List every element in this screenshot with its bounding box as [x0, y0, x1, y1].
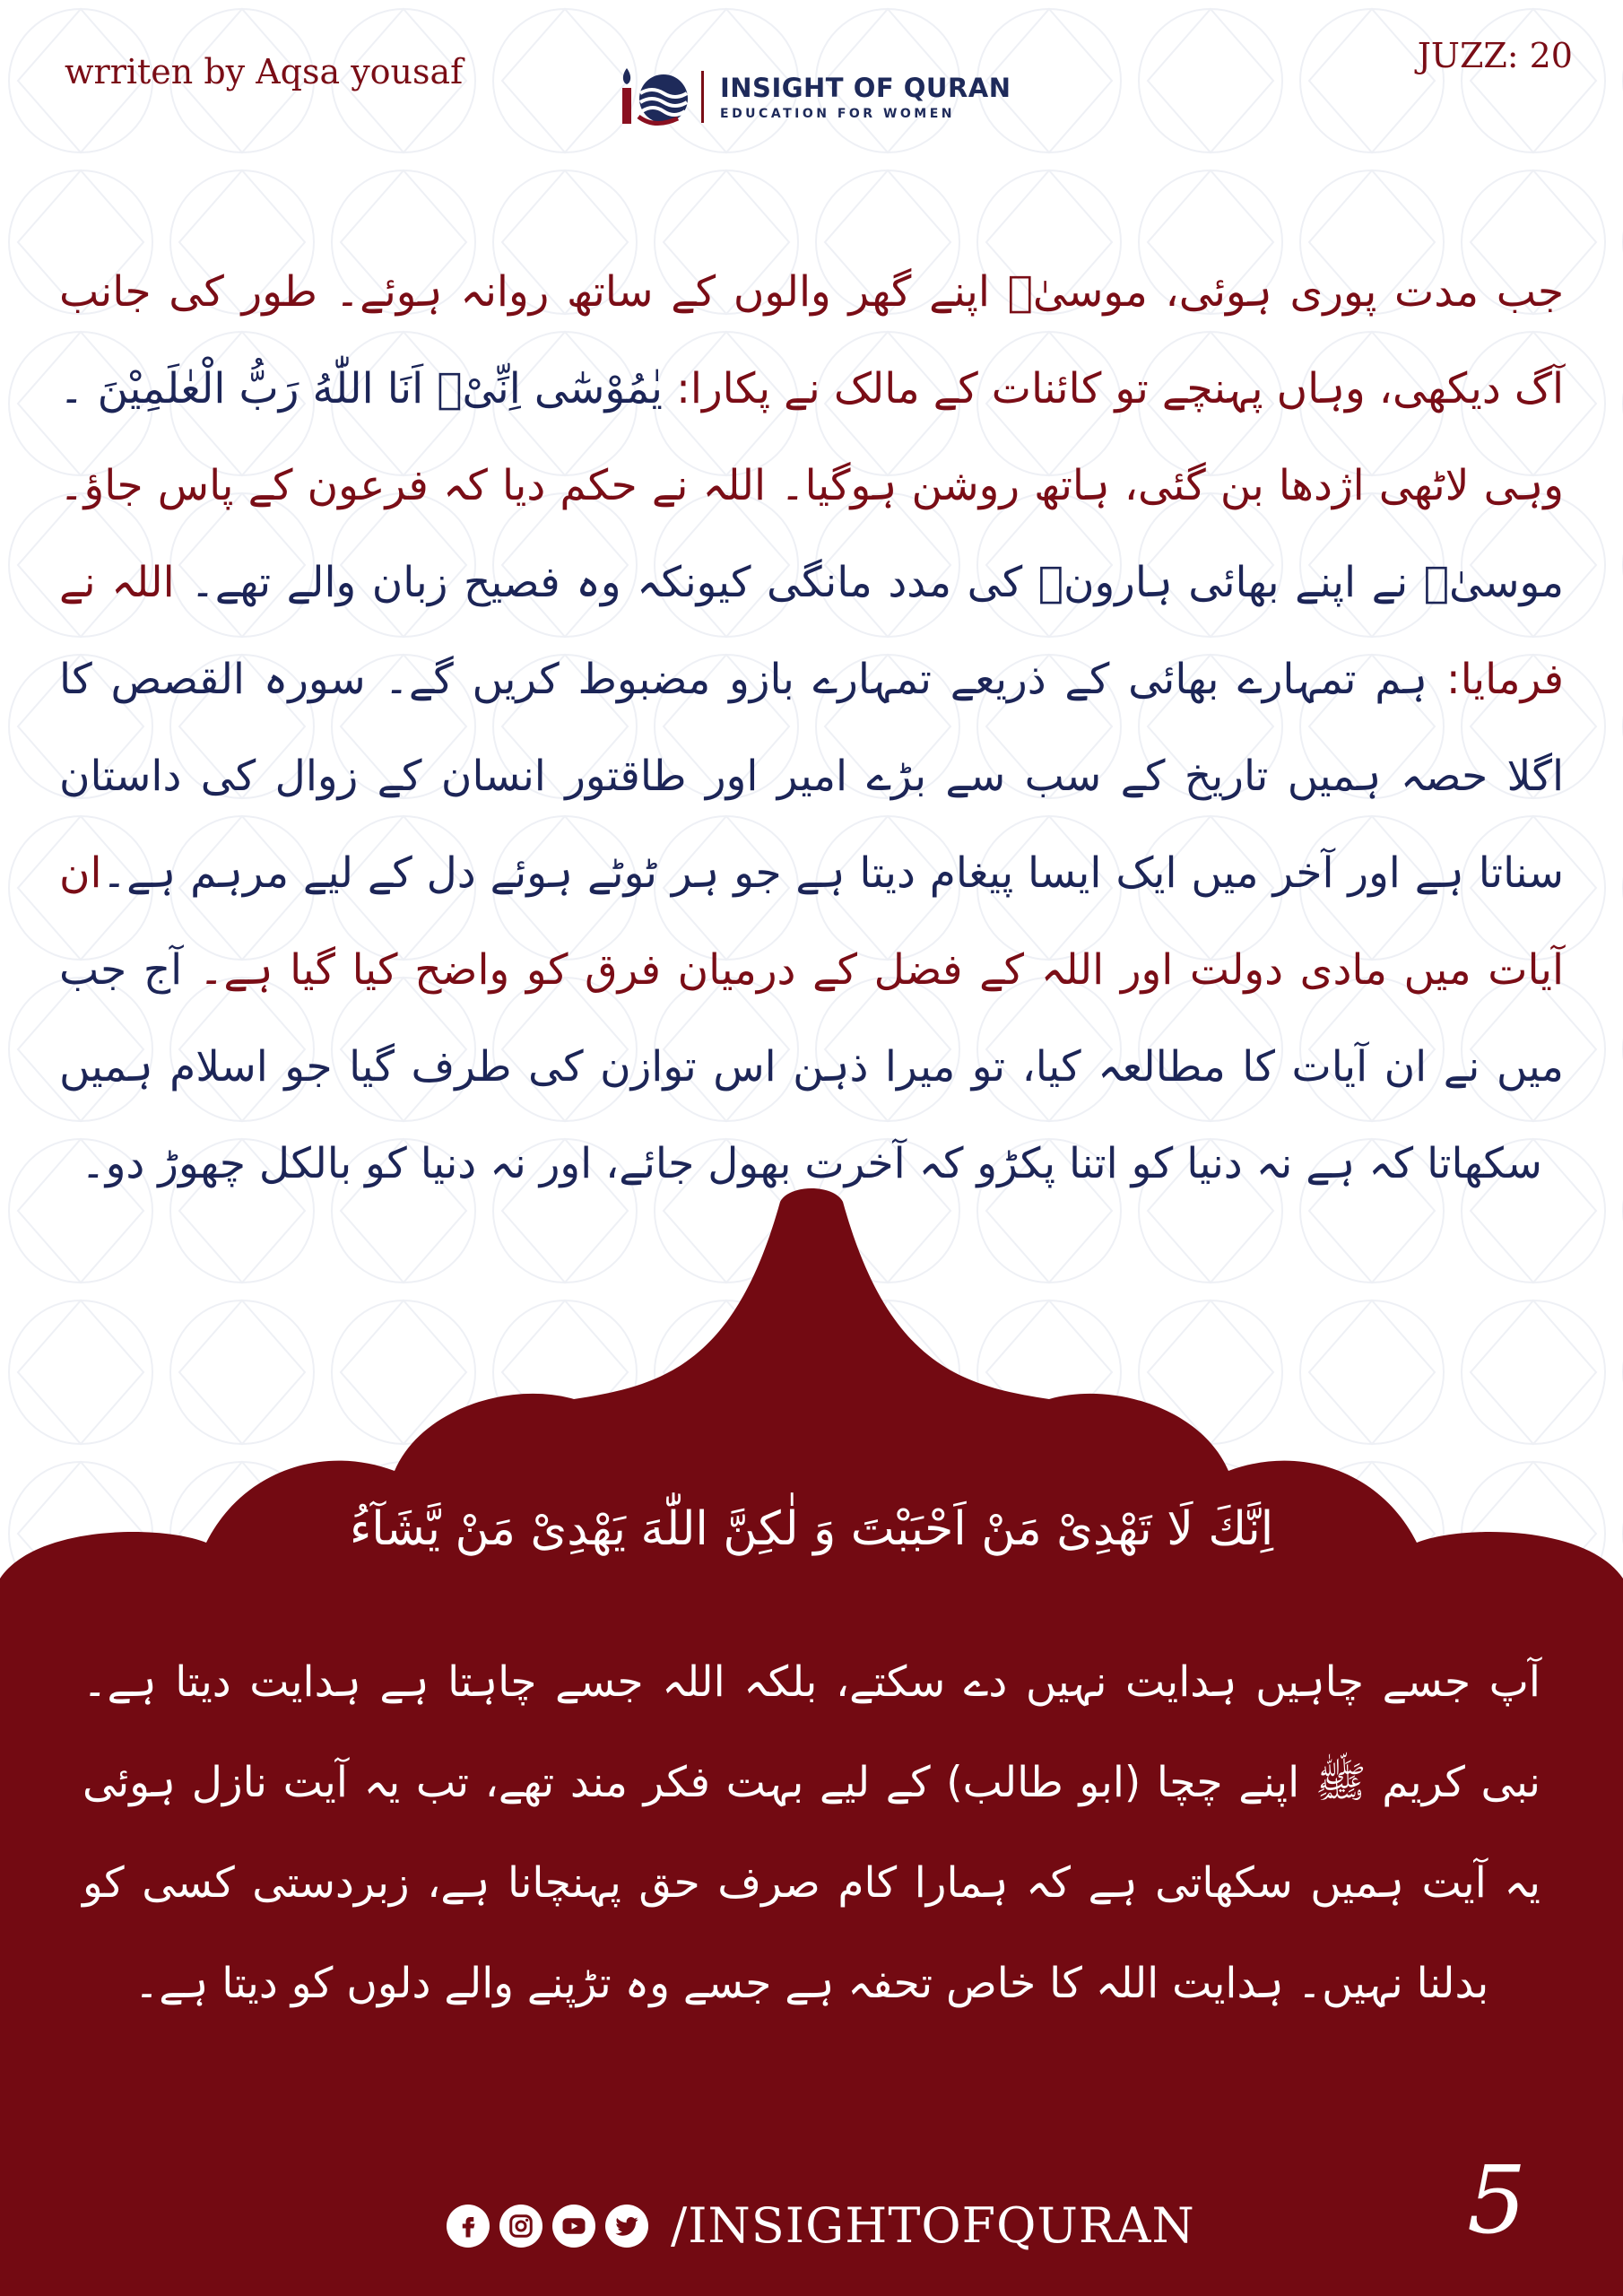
- body-sentence: موسیٰؑ نے اپنے بھائی ہارونؑ کی مدد مانگی کیونکہ وہ فصیح زبان والے تھے۔: [190, 558, 1564, 607]
- brand-logo: [619, 66, 1011, 127]
- arabic-verse: اِنَّكَ لَا تَهْدِیْ مَنْ اَحْبَبْتَ وَ لٰكِنَّ اللّٰهَ یَهْدِیْ مَنْ یَّشَآءُ: [349, 1502, 1274, 1556]
- insight-of-quran-logo-icon: [619, 66, 690, 127]
- quran-quote: یٰمُوْسٰٓى اِنِّیْۤ اَنَا اللّٰهُ رَبُّ الْعٰلَمِیْنَ ۔: [59, 364, 677, 413]
- body-sentence: وہی لاٹھی اژدھا بن گئی، ہاتھ روشن ہوگیا۔: [780, 461, 1564, 510]
- social-handle[interactable]: /INSIGHTOFQURAN: [671, 2197, 1195, 2254]
- body-sentence: اللہ نے حکم دیا کہ فرعون کے پاس جاؤ۔: [59, 461, 781, 510]
- body-sentence: جب مدت پوری ہوئی، موسیٰؑ اپنے گھر والوں کے ساتھ روانہ ہوئے۔ طور کی جانب آگ دیکھی، وہاں پہنچے تو کائنات کے مالک نے پکارا:: [59, 267, 1565, 413]
- body-sentence: ان آیات میں مادی دولت اور اللہ کے فضل کے درمیان فرق کو واضح کیا گیا ہے۔: [59, 848, 1564, 995]
- body-sentence: ہم تمہارے بھائی کے ذریعے تمہارے بازو مضبوط کریں گے۔ سورہ القصص کا اگلا حصہ ہمیں تاریخ کے سب سے بڑے امیر اور طاقتور انسان کے زوال کی داستان سناتا ہے اور آخر میں ایک ایسا پیغام دیتا ہے جو ہر ٹوٹے ہوئے دل کے لیے مرہم ہے۔: [59, 655, 1564, 898]
- main-paragraph: [59, 244, 1564, 1213]
- facebook-icon[interactable]: [447, 2205, 490, 2248]
- instagram-icon[interactable]: [499, 2205, 542, 2248]
- body-sentence: اللہ نے فرمایا:: [59, 558, 1564, 704]
- brand-name: INSIGHT OF QURAN: [720, 73, 1011, 103]
- logo-divider: [701, 71, 704, 123]
- body-sentence: آج جب میں نے ان آیات کا مطالعہ کیا، تو میرا ذہن اس توازن کی طرف گیا جو اسلام ہمیں سکھاتا کہ ہے نہ دنیا کو اتنا پکڑو کہ آخرت بھول جائے، اور نہ دنیا کو بالکل چھوڑ دو۔: [59, 945, 1564, 1188]
- brand-tagline: EDUCATION FOR WOMEN: [720, 107, 956, 121]
- social-links: [447, 2197, 1195, 2254]
- page-number: 5: [1467, 2145, 1527, 2255]
- juzz-number: JUZZ: 20: [1417, 36, 1573, 75]
- verse-translation: آپ جسے چاہیں ہدایت نہیں دے سکتے، بلکہ اللہ جسے چاہتا ہے ہدایت دیتا ہے۔ نبی کریم ﷺ اپنے چچا (ابو طالب) کے لیے بہت فکر مند تھے، تب یہ آیت نازل ہوئی یہ آیت ہمیں سکھاتی ہے کہ ہمارا کام صرف حق پہنچانا ہے، زبردستی کسی کو بدلنا نہیں۔ ہدایت اللہ کا خاص تحفہ ہے جسے وہ تڑپنے والے دلوں کو دیتا ہے۔: [82, 1657, 1541, 2008]
- youtube-icon[interactable]: [552, 2205, 595, 2248]
- author-credit: wrriten by Aqsa yousaf: [65, 52, 464, 91]
- twitter-icon[interactable]: [605, 2205, 648, 2248]
